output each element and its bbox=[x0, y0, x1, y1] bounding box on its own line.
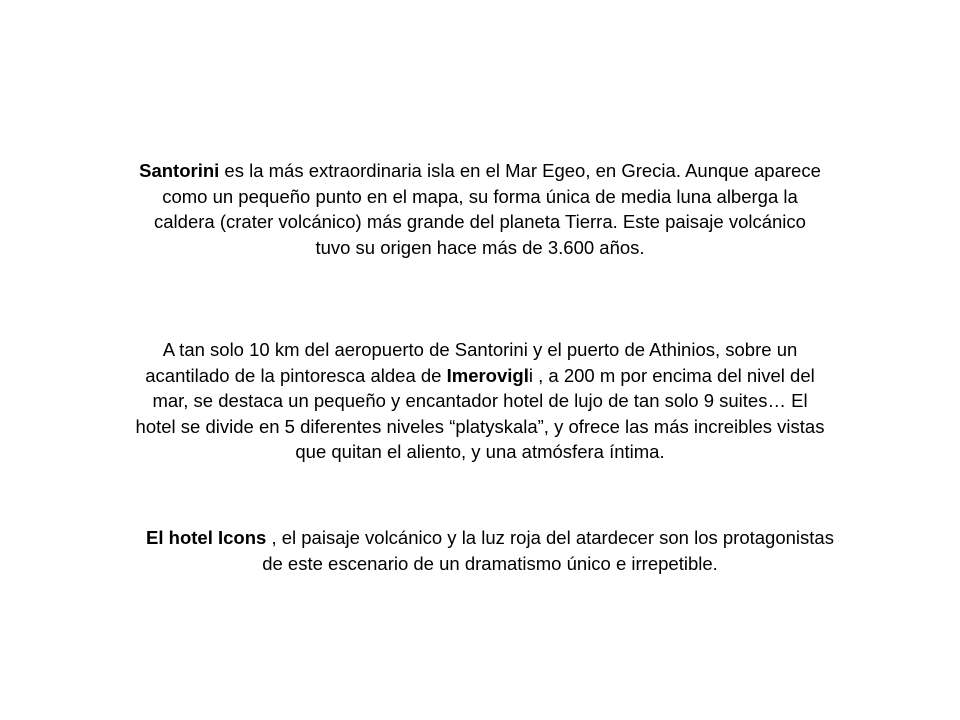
bold-term-santorini: Santorini bbox=[139, 160, 220, 181]
paragraph-line: mar, se destaca un pequeño y encantador hotel de lujo de tan solo 9 suites… El bbox=[152, 390, 808, 411]
paragraph-line: A tan solo 10 km del aeropuerto de Santorini y el puerto de Athinios, sobre un bbox=[162, 339, 798, 360]
line-text: acantilado de la pintoresca aldea de bbox=[145, 364, 447, 386]
paragraph-santorini bbox=[60, 158, 900, 260]
paragraph-hotel-icons bbox=[70, 525, 910, 576]
line-text: , el paisaje volcánico y la luz roja del atardecer son los protagonistas bbox=[266, 527, 834, 548]
paragraph-line: hotel se divide en 5 diferentes niveles “platyskala”, y ofrece las más increibles vistas bbox=[135, 415, 825, 437]
paragraph-line: de este escenario de un dramatismo único e irrepetible. bbox=[262, 552, 718, 574]
paragraph-hotel-location bbox=[60, 337, 900, 465]
paragraph-line bbox=[60, 363, 900, 389]
paragraph-line: tuvo su origen hace más de 3.600 años. bbox=[315, 236, 645, 258]
paragraph-line bbox=[70, 525, 910, 551]
paragraph-line: que quitan el aliento, y una atmósfera íntima. bbox=[295, 441, 665, 462]
paragraph-line: caldera (crater volcánico) más grande del planeta Tierra. Este paisaje volcánico bbox=[154, 211, 806, 232]
paragraph-line: como un pequeño punto en el mapa, su forma única de media luna alberga la bbox=[162, 185, 798, 207]
line-text: i , a 200 m por encima del nivel del bbox=[528, 364, 815, 386]
line-text: es la más extraordinaria isla en el Mar Egeo, en Grecia. Aunque aparece bbox=[219, 160, 821, 181]
bold-term-imerovigli: Imerovigl bbox=[446, 364, 529, 386]
bold-term-hotel-icons: El hotel Icons bbox=[146, 527, 267, 548]
paragraph-line bbox=[60, 158, 900, 184]
